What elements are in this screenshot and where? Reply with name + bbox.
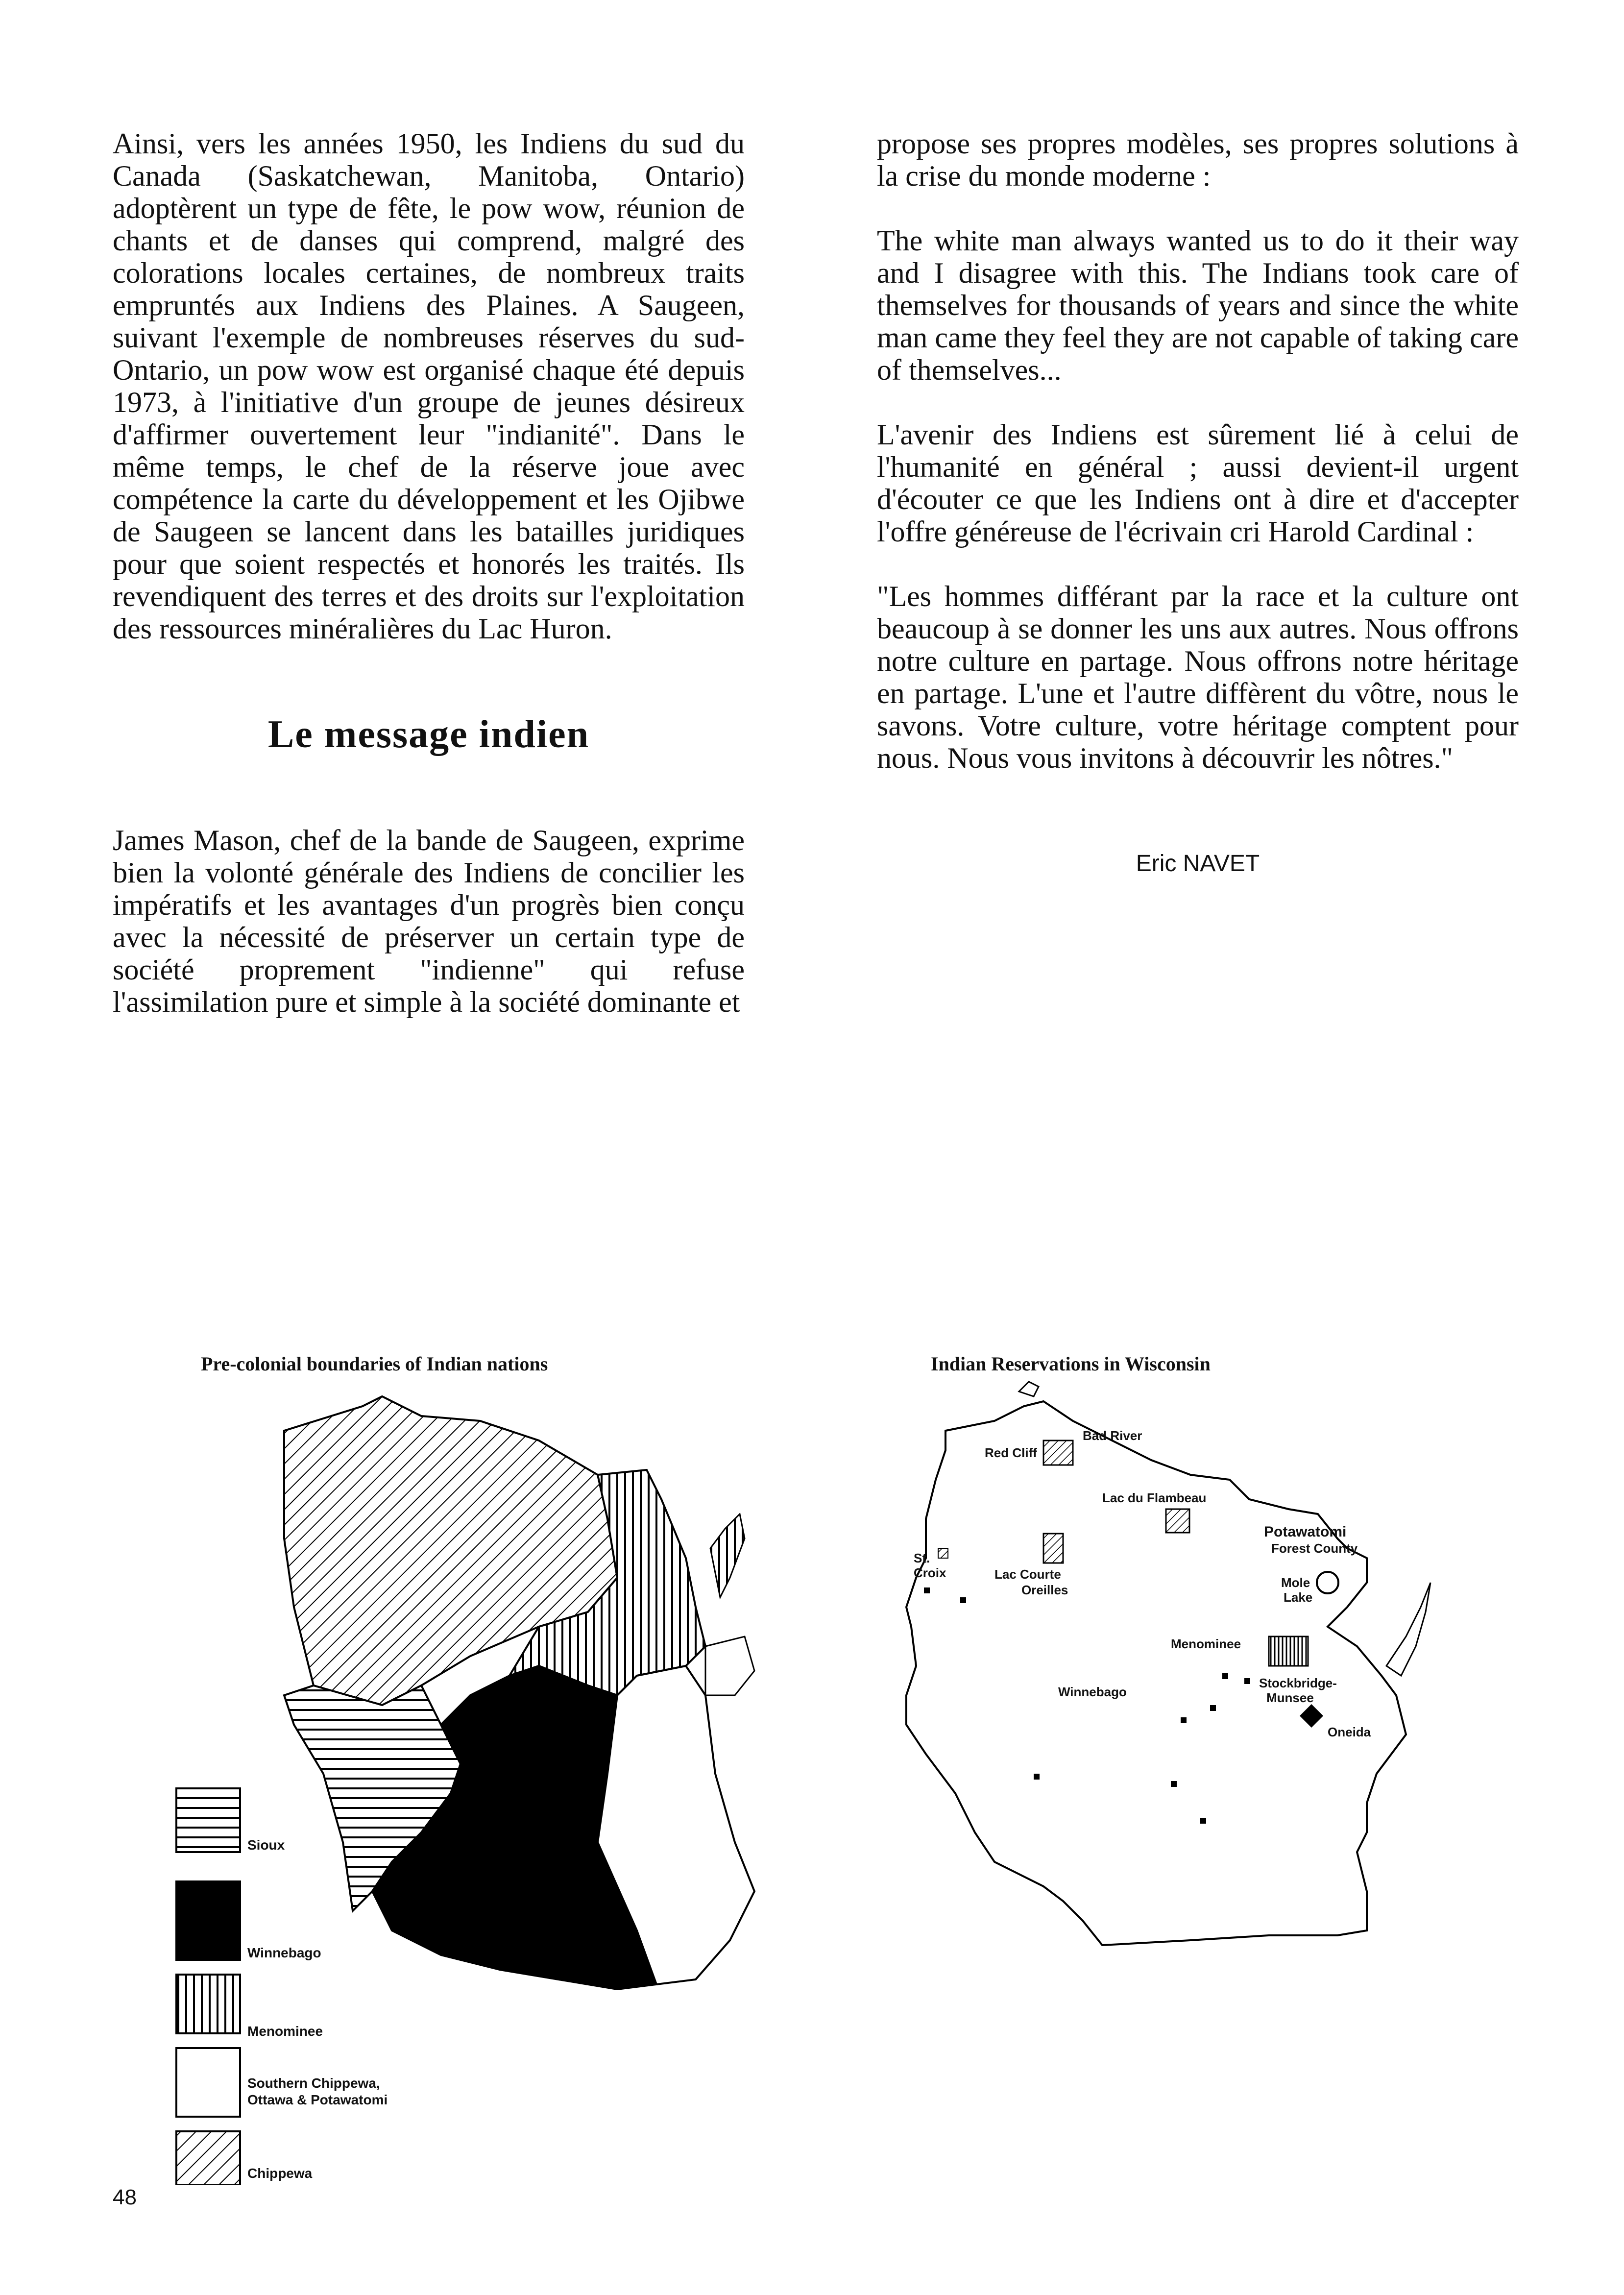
wisconsin-outline <box>906 1382 1430 1945</box>
legend-swatch-menominee <box>176 1975 240 2033</box>
reservations-map-figure <box>897 1352 1450 1970</box>
label-st-croix-line-2: Croix <box>914 1565 946 1580</box>
legend-swatch-southern-chippewa <box>176 2048 240 2117</box>
legend-swatch-winnebago <box>176 1881 240 1960</box>
reservation-lac-du-flambeau-marker <box>1166 1509 1189 1533</box>
right-paragraph-2: L'avenir des Indiens est sûrement lié à celui de l'humanité en général ; aussi devient-il urgent d'écouter ce que les Indiens ont à dire et d'accepter l'offre généreuse de l'écrivain cri Harold Cardinal : <box>877 418 1519 548</box>
precolonial-map-figure <box>167 1352 774 2185</box>
label-potawatomi: Potawatomi <box>1264 1524 1347 1540</box>
author-signature: Eric NAVET <box>1136 851 1260 877</box>
label-stockbridge-line-2: Munsee <box>1266 1690 1314 1705</box>
reservation-lac-courte-oreilles-marker <box>1043 1534 1063 1563</box>
reservation-bad-river-marker <box>1043 1440 1073 1465</box>
left-paragraph-1: Ainsi, vers les années 1950, les Indiens du sud du Canada (Saskatchewan, Manitoba, Ontario) adoptèrent un type de fête, le pow wow, réunion de chants et de danses qui comprend, malgré des colorations locales certaines, de nombreux traits empruntés aux Indiens des Plaines. A Saugeen, suivant l'exemple de nombreuses réserves du sud-Ontario, un pow wow est organisé chaque été depuis 1973, à l'initiative d'un groupe de jeunes désireux d'affirmer ouvertement leur "indianité". Dans le même temps, le chef de la réserve joue avec compétence la carte du développement et les Ojibwe de Saugeen se lancent dans les batailles juridiques pour que soient respectés et honorés les traités. Ils revendiquent des terres et des droits sur l'exploitation des ressources minéralières du Lac Huron. <box>113 127 745 645</box>
reservation-dot-markers <box>924 1587 1250 1824</box>
legend-label-southern-chippewa: Southern Chippewa, Ottawa & Potawatomi <box>247 2075 388 2107</box>
label-menominee: Menominee <box>1171 1636 1241 1651</box>
label-red-cliff: Red Cliff <box>985 1445 1037 1460</box>
label-forest-county: Forest County <box>1271 1541 1358 1556</box>
reservations-map-title: Indian Reservations in Wisconsin <box>931 1353 1211 1375</box>
precolonial-map-title: Pre-colonial boundaries of Indian nations <box>201 1353 548 1375</box>
label-mole-lake-line-1: Mole <box>1281 1575 1310 1590</box>
label-winnebago: Winnebago <box>1058 1685 1127 1699</box>
left-column <box>113 127 745 1050</box>
reservation-st-croix-marker <box>938 1548 948 1558</box>
reservations-map-svg <box>897 1352 1450 1970</box>
right-paragraph-1: propose ses propres modèles, ses propres solutions à la crise du monde moderne : <box>877 127 1519 192</box>
label-mole-lake-line-2: Lake <box>1284 1590 1313 1605</box>
legend-label-sioux: Sioux <box>247 1837 285 1853</box>
precolonial-map-svg <box>167 1352 774 2185</box>
quote-cardinal: "Les hommes différant par la race et la culture ont beaucoup à se donner les uns aux autres. Nous offrons notre culture en partage. Nous offrons notre héritage en partage. L'une et l'autre diffèrent du vôtre, nous le savons. Votre culture, votre héritage comptent pour nous. Nous vous invitons à découvrir les nôtres." <box>877 580 1519 774</box>
left-paragraph-2: James Mason, chef de la bande de Saugeen, exprime bien la volonté générale des Indiens de concilier les impératifs et les avantages d'un progrès bien conçu avec la nécessité de préserver un certain type de société proprement "indienne" qui refuse l'assimilation pure et simple à la société dominante et <box>113 824 745 1018</box>
legend-label-menominee: Menominee <box>247 2024 323 2039</box>
label-bad-river: Bad River <box>1083 1428 1142 1443</box>
label-lac-courte-line-2: Oreilles <box>1021 1583 1068 1597</box>
legend-swatch-sioux <box>176 1788 240 1852</box>
label-lac-du-flambeau: Lac du Flambeau <box>1102 1490 1207 1505</box>
reservation-mole-lake-marker <box>1317 1572 1338 1593</box>
right-column <box>877 127 1519 880</box>
legend-label-chippewa: Chippewa <box>247 2166 313 2181</box>
page-number: 48 <box>113 2185 137 2209</box>
legend-label-winnebago: Winnebago <box>247 1945 321 1960</box>
label-lac-courte-line-1: Lac Courte <box>994 1567 1061 1582</box>
section-heading: Le message indien <box>267 713 590 756</box>
reservation-oneida-marker <box>1300 1704 1323 1728</box>
legend-swatch-chippewa <box>176 2131 240 2185</box>
quote-english: The white man always wanted us to do it their way and I disagree with this. The Indians took care of themselves for thousands of years and since the white man came they feel they are not capable of taking care of themselves... <box>877 224 1519 386</box>
label-oneida: Oneida <box>1328 1725 1371 1739</box>
reservation-menominee-marker <box>1269 1636 1308 1666</box>
label-stockbridge-line-1: Stockbridge- <box>1259 1676 1337 1690</box>
label-st-croix-line-1: St. <box>914 1551 930 1565</box>
